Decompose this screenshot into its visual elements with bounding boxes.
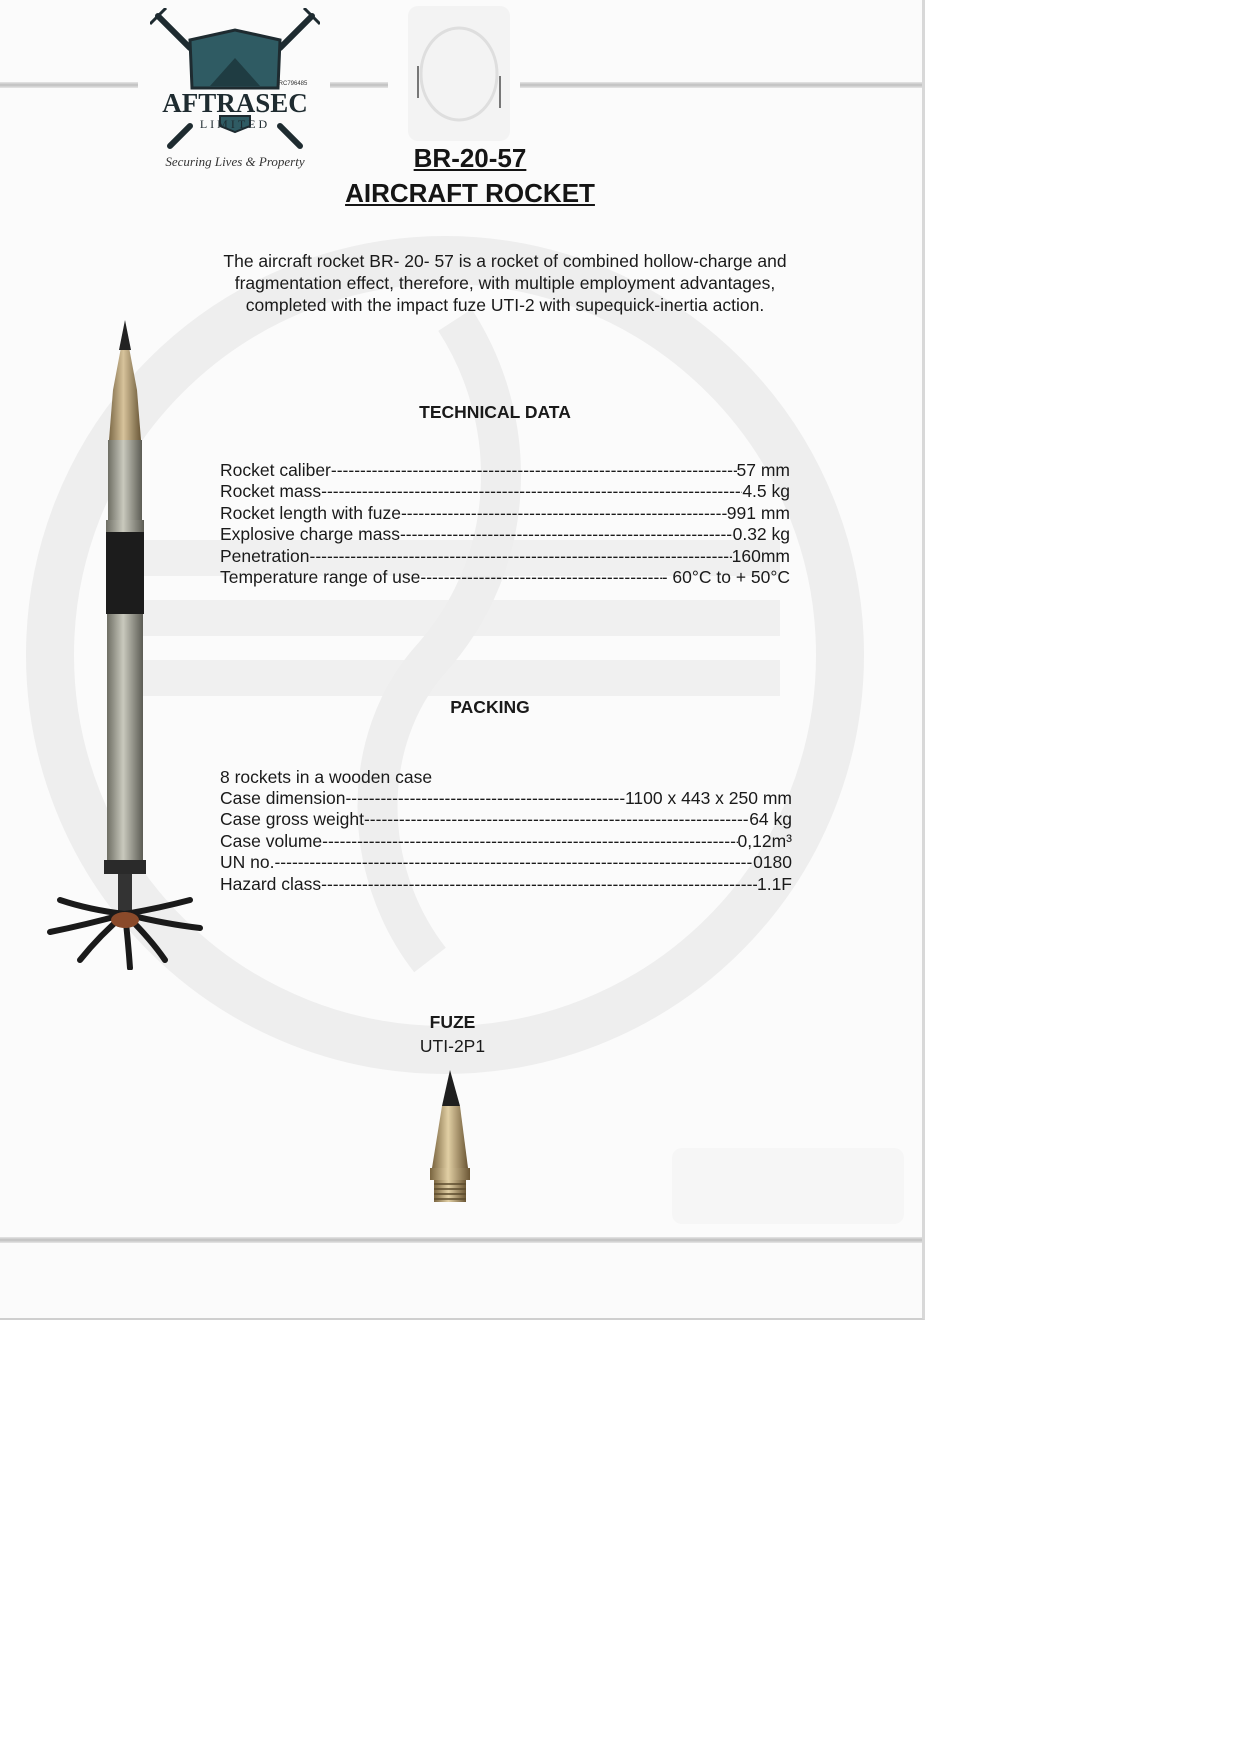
fuze-model: UTI-2P1 (419, 1036, 486, 1056)
technical-data-row-value: 991 mm (726, 502, 790, 523)
intro-paragraph: The aircraft rocket BR- 20- 57 is a rocket of combined hollow-charge and fragmentation effect, therefore, with multiple employment advantages, completed with the impact fuze UTI-2 with supequick-inertia action. (223, 251, 787, 315)
packing-row-leader-dashes (364, 809, 749, 830)
packing-row-label: Hazard class (220, 873, 322, 894)
technical-data-row-leader-dashes (420, 567, 661, 588)
packing-row-label: UN no. (220, 852, 275, 873)
technical-data-row-label: Rocket length with fuze (220, 502, 401, 523)
technical-data-heading: TECHNICAL DATA (419, 402, 571, 422)
logo-reg-number: RC796485 (278, 81, 308, 87)
fuze-heading: FUZE (429, 1012, 476, 1032)
technical-data-row-leader-dashes (331, 460, 737, 481)
logo-company-name: AFTRASEC (162, 88, 308, 118)
header-rule-left (0, 82, 138, 88)
packing-row-leader-dashes (345, 788, 625, 809)
packing-row-value: 64 kg (749, 809, 792, 830)
packing-row-value: 1100 x 443 x 250 mm (625, 788, 792, 808)
packing-row-label: Case dimension (220, 788, 346, 808)
packing-row (220, 874, 792, 895)
faint-seal-image (408, 6, 510, 141)
technical-data-row-value: 57 mm (736, 460, 790, 480)
technical-data-row-leader-dashes (321, 481, 742, 502)
packing-row-label: Case gross weight (220, 809, 364, 830)
technical-data-row (220, 503, 790, 524)
technical-data-row (220, 481, 790, 502)
packing-row-label: Case volume (220, 830, 323, 851)
technical-data-list (220, 460, 790, 588)
technical-data-row-label: Rocket caliber (220, 460, 331, 480)
technical-data-row-leader-dashes (310, 546, 732, 567)
faint-stamp-area (672, 1148, 904, 1224)
packing-intro-line: 8 rockets in a wooden case (220, 767, 433, 787)
technical-data-row-value: 4.5 kg (742, 481, 790, 502)
packing-row-value: 0180 (753, 852, 792, 873)
packing-row-value: 0,12m³ (737, 830, 792, 851)
technical-data-row (220, 567, 790, 588)
packing-row (220, 788, 792, 809)
technical-data-row (220, 546, 790, 567)
packing-row-leader-dashes (321, 874, 757, 895)
packing-row (220, 852, 792, 873)
technical-data-row-label: Rocket mass (220, 481, 322, 502)
packing-row-leader-dashes (274, 852, 753, 873)
packing-heading: PACKING (450, 697, 530, 717)
footer-rule (0, 1237, 922, 1243)
rocket-illustration (40, 320, 210, 970)
page-title-type: AIRCRAFT ROCKET (345, 178, 595, 208)
technical-data-row-label: Temperature range of use (220, 566, 421, 587)
technical-data-row (220, 460, 790, 481)
packing-row-value: 1.1F (756, 873, 792, 894)
packing-row (220, 809, 792, 830)
page-title-model: BR-20-57 (413, 143, 527, 173)
technical-data-row (220, 524, 790, 545)
technical-data-row-value: 0.32 kg (732, 524, 790, 545)
technical-data-row-label: Explosive charge mass (220, 524, 400, 545)
packing-list (220, 788, 792, 895)
logo-company-suffix: LIMITED (199, 117, 271, 131)
aftrasec-logo (150, 8, 320, 178)
technical-data-row-label: Penetration (220, 545, 310, 566)
fuze-illustration (420, 1068, 480, 1213)
technical-data-row-leader-dashes (401, 503, 727, 524)
packing-row-leader-dashes (322, 831, 737, 852)
packing-section (220, 767, 790, 788)
header-rule-mid (330, 82, 388, 88)
technical-data-row-value: - 60°C to + 50°C (661, 566, 790, 587)
header-rule-right (520, 82, 922, 88)
technical-data-row-value: 160mm (731, 545, 790, 566)
company-tagline: Securing Lives & Property (165, 154, 305, 169)
packing-row (220, 831, 792, 852)
technical-data-row-leader-dashes (400, 524, 733, 545)
